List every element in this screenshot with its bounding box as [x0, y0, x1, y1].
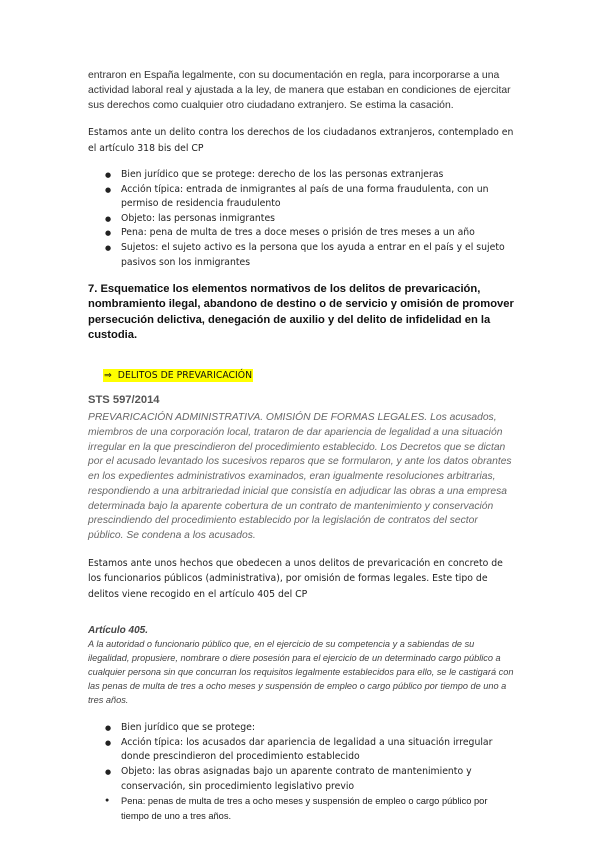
elements-list-318bis	[88, 168, 516, 270]
section-heading-7: 7. Esquematice los elementos normativos de los delitos de prevaricación, nombramiento ilegal, abandono de destino o de servicio y omisión de promover persecución delictiva, denegación de auxilio y del delito de infidelidad en la custodia.	[88, 283, 514, 342]
highlight-marker	[103, 369, 253, 382]
statement-prevaricacion: Estamos ante unos hechos que obedecen a unos delitos de prevaricación en concreto de los funcionarios públicos (administrativa), por omisión de formas legales. Este tipo de delitos viene recogido en el artículo 405 del CP	[88, 557, 503, 600]
statement-foreigners-rights: Estamos ante un delito contra los derechos de los ciudadanos extranjeros, contemplado en el artículo 318 bis del CP	[88, 127, 514, 154]
highlight-label: DELITOS DE PREVARICACIÓN	[117, 370, 253, 382]
list-item: ● Objeto: las personas inmigrantes	[121, 212, 516, 227]
list-item: ● Pena: pena de multa de tres a doce meses o prisión de tres meses a un año	[121, 226, 516, 241]
list-item: ● Objeto: las obras asignadas bajo un aparente contrato de mantenimiento y conservación, sin procedimiento legislativo previo	[121, 765, 516, 794]
list-item: ● Bien jurídico que se protege:	[121, 721, 516, 736]
list-item: ● Acción típica: los acusados dar apariencia de legalidad a una situación irregular donde prescindieron del procedimiento establecido	[121, 736, 516, 765]
case-summary: PREVARICACIÓN ADMINISTRATIVA. OMISIÓN DE FORMAS LEGALES. Los acusados, miembros de una corporación local, trataron de dar apariencia de legalidad a una situación irregular en la que prescindieron del procedimiento establecido. Los Decretos que se dictan por el acusado levantado los sucesivos reparos que se formularon, y ante los datos obrantes en los expedientes administrativos examinados, eran igualmente resoluciones arbitrarias, respondiendo a una arbitrariedad inicial que consistía en adjudicar las obras a una empresa determinada bajo la aparente cobertura de un contrato de mantenimiento y conservación prescindiendo del procedimiento establecido por la legislación de contratos del sector público. Se condena a los acusados.	[88, 412, 512, 541]
elements-list-405	[88, 721, 516, 823]
highlighted-subheading	[88, 363, 516, 382]
case-reference: STS 597/2014	[88, 394, 160, 407]
arrow-right-icon: ⇒	[104, 370, 112, 382]
list-item: ● Sujetos: el sujeto activo es la persona que los ayuda a entrar en el país y el sujeto pasivos son los inmigrantes	[121, 241, 516, 270]
list-item: ● Bien jurídico que se protege: derecho de los las personas extranjeras	[121, 168, 516, 183]
list-item: ● Acción típica: entrada de inmigrantes al país de una forma fraudulenta, con un permiso de residencia fraudulento	[121, 183, 516, 212]
intro-paragraph: entraron en España legalmente, con su documentación en regla, para incorporarse a una actividad laboral real y ajustada a la ley, de manera que estaban en condiciones de ejercitar sus derechos como cualquier otro ciudadano extranjero. Se estima la casación.	[88, 70, 511, 111]
article-title: Artículo 405.	[88, 625, 149, 637]
list-item: ● Pena: penas de multa de tres a ocho meses y suspensión de empleo o cargo público por tiempo de uno a tres años.	[121, 794, 516, 823]
article-text: A la autoridad o funcionario público que, en el ejercicio de su competencia y a sabiendas de su ilegalidad, propusiere, nombrare o diere posesión para el ejercicio de un determinado cargo público a cualquier persona sin que concurran los requisitos legalmente establecidos para ello, se le castigará con las penas de multa de tres a ocho meses y suspensión de empleo o cargo público por tiempo de uno a tres años.	[88, 639, 514, 706]
